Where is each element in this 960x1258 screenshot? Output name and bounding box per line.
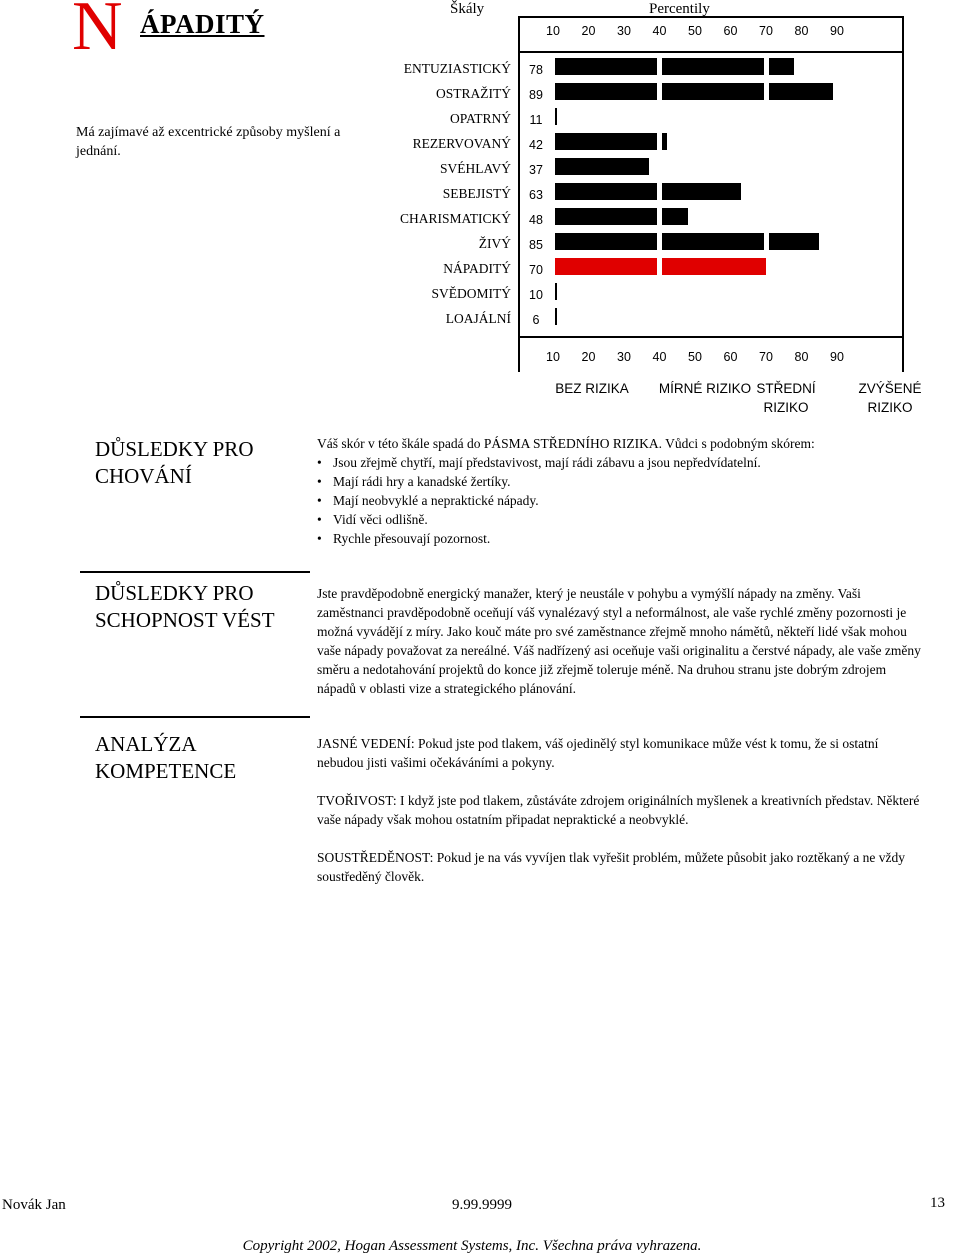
zone-label-high-risk-line2: RIZIKO xyxy=(867,400,913,415)
bar-segment xyxy=(662,83,764,100)
scale-label: SEBEJISTÝ xyxy=(442,186,511,201)
copyright: Copyright 2002, Hogan Assessment Systems, Inc. Všechna práva vyhrazena. xyxy=(242,1238,702,1254)
zone-label-high-risk-line1: ZVÝŠENÉ xyxy=(858,381,922,396)
page-title: ÁPADITÝ xyxy=(140,9,265,39)
bar-segment xyxy=(662,183,741,200)
x-tick-label: 40 xyxy=(652,24,667,38)
zone-label-mild-risk: MÍRNÉ RIZIKO xyxy=(658,381,752,396)
zone-label-no-risk: BEZ RIZIKA xyxy=(555,381,629,396)
page-number: 13 xyxy=(930,1195,945,1211)
x-tick-label: 60 xyxy=(723,24,738,38)
score-value: 48 xyxy=(529,213,543,227)
score-value: 42 xyxy=(529,138,543,152)
bar-segment xyxy=(555,233,658,250)
behavior-bullet: • Jsou zřejmě chytří, mají představivost, mají rádi zábavu a jsou nepředvídatelní. xyxy=(317,453,927,472)
x-tick-label: 50 xyxy=(688,24,702,38)
score-value: 70 xyxy=(529,263,543,277)
scales-header: Škály xyxy=(450,1,485,17)
zone-label-medium-risk-line2: RIZIKO xyxy=(763,400,809,415)
bar-segment xyxy=(555,183,658,200)
footer-date: 9.99.9999 xyxy=(452,1197,512,1213)
score-value: 37 xyxy=(529,163,543,177)
x-tick-label: 90 xyxy=(830,350,844,364)
bar-segment xyxy=(662,58,764,75)
scale-label: SVĚDOMITÝ xyxy=(431,286,511,301)
x-tick-label: 70 xyxy=(759,350,773,364)
x-tick-label: 80 xyxy=(794,24,809,38)
scale-label: OSTRAŽITÝ xyxy=(436,86,511,101)
bar-segment xyxy=(555,208,658,225)
bar-segment xyxy=(662,258,766,275)
x-tick-label: 50 xyxy=(688,350,702,364)
x-tick-label: 30 xyxy=(617,24,631,38)
score-value: 63 xyxy=(529,188,543,202)
x-tick-label: 20 xyxy=(581,350,596,364)
zone-label-medium-risk xyxy=(755,379,817,417)
percentiles-header: Percentily xyxy=(649,1,710,17)
zone-label-medium-risk-line1: STŘEDNÍ xyxy=(756,381,816,396)
scale-label: OPATRNÝ xyxy=(449,111,511,126)
behavior-bullet: • Rychle přesouvají pozornost. xyxy=(317,529,927,548)
score-value: 11 xyxy=(529,113,543,127)
leadership-heading xyxy=(95,580,275,634)
scale-label: CHARISMATICKÝ xyxy=(399,211,511,226)
behavior-bullet: • Vidí věci odlišně. xyxy=(317,510,927,529)
chart-top-rule xyxy=(518,51,904,53)
score-value: 6 xyxy=(532,313,540,327)
competence-paragraph: SOUSTŘEDĚNOST: Pokud je na vás vyvíjen tlak vyřešit problém, můžete působit jako roztěkaný a ne vždy soustředěný člověk. xyxy=(317,850,905,884)
score-value: 78 xyxy=(529,63,543,77)
x-tick-label: 90 xyxy=(830,24,844,38)
x-tick-label: 60 xyxy=(723,350,738,364)
bar-segment xyxy=(555,258,658,275)
scale-label: SVÉHLAVÝ xyxy=(439,161,511,176)
scale-description: Má zajímavé až excentrické způsoby myšlení a jednání. xyxy=(76,125,341,159)
behavior-intro: Váš skór v této škále spadá do PÁSMA STŘEDNÍHO RIZIKA. Vůdci s podobným skórem: xyxy=(317,436,815,451)
chart-bottom-rule xyxy=(518,336,904,338)
bar-segment xyxy=(555,83,658,100)
x-tick-label: 20 xyxy=(581,24,596,38)
competence-heading-line2: KOMPETENCE xyxy=(95,759,237,783)
behavior-heading xyxy=(95,436,253,490)
footer-name: Novák Jan xyxy=(2,1197,66,1213)
bar-segment xyxy=(555,108,557,125)
bar-segment xyxy=(662,208,688,225)
competence-body xyxy=(317,734,927,905)
score-value: 85 xyxy=(529,238,543,252)
bar-segment xyxy=(555,158,649,175)
x-tick-label: 80 xyxy=(794,350,809,364)
competence-paragraph: JASNÉ VEDENÍ: Pokud jste pod tlakem, váš ojedinělý styl komunikace může vést k tomu, že si ostatní nebudou jisti vašimi očekáváními a pokyny. xyxy=(317,736,879,770)
x-tick-label: 30 xyxy=(617,350,631,364)
section-divider xyxy=(80,571,310,573)
bar-segment xyxy=(555,133,658,150)
scale-label: LOAJÁLNÍ xyxy=(445,311,511,326)
x-tick-label: 40 xyxy=(652,350,667,364)
title-initial: N xyxy=(72,0,123,65)
leadership-heading-line2: SCHOPNOST VÉST xyxy=(95,608,275,632)
behavior-bullet: • Mají rádi hry a kanadské žertíky. xyxy=(317,472,927,491)
bar-segment xyxy=(555,308,557,325)
behavior-heading-line2: CHOVÁNÍ xyxy=(95,464,192,488)
section-divider xyxy=(80,716,310,718)
scale-label: ŽIVÝ xyxy=(478,236,511,251)
leadership-heading-line1: DŮSLEDKY PRO xyxy=(95,581,254,605)
x-tick-label: 10 xyxy=(546,24,560,38)
leadership-text: Jste pravděpodobně energický manažer, který je neustále v pohybu a vymýšlí nápady na změny. Vaši zaměstnanci pravděpodobně oceňují váš vynalézavý styl a neformálnost, ale vaše rychlé změny pozornosti je možná vyvádějí z míry. Jako kouč máte pro své zaměstnance zřejmě mnoho námětů, někteří lidé však mohou vaše nápady považovat za nereálné. Váš nadřízený asi oceňuje vaši originalitu a čerstvé nápady, ale vaše změny směru a nedotahování projektů do konce již zřejmě toleruje méně. Na druhou stranu jste dobrým zdrojem nápadů v oblasti vize a strategického plánování. xyxy=(317,586,921,696)
behavior-heading-line1: DŮSLEDKY PRO xyxy=(95,437,254,461)
scale-label: ENTUZIASTICKÝ xyxy=(403,61,511,76)
scale-label: NÁPADITÝ xyxy=(443,261,511,276)
competence-paragraph: TVOŘIVOST: I když jste pod tlakem, zůstáváte zdrojem originálních myšlenek a kreativních představ. Některé vaše nápady však mohou ostatním připadat nepraktické a neobvyklé. xyxy=(317,793,920,827)
bar-segment xyxy=(662,233,764,250)
score-value: 10 xyxy=(529,288,543,302)
x-tick-label: 10 xyxy=(546,350,560,364)
bar-segment xyxy=(769,233,820,250)
behavior-body xyxy=(317,434,927,548)
zone-label-high-risk xyxy=(857,379,923,417)
behavior-bullets xyxy=(317,453,927,548)
behavior-bullet: • Mají neobvyklé a nepraktické nápady. xyxy=(317,491,927,510)
bar-segment xyxy=(555,283,557,300)
bar-segment xyxy=(555,58,658,75)
bar-segment xyxy=(662,133,667,150)
competence-heading-line1: ANALÝZA xyxy=(95,732,197,756)
bar-segment xyxy=(769,58,795,75)
bar-segment xyxy=(769,83,834,100)
score-value: 89 xyxy=(529,88,543,102)
scale-label: REZERVOVANÝ xyxy=(412,136,511,151)
x-tick-label: 70 xyxy=(759,24,773,38)
competence-heading xyxy=(95,731,236,785)
